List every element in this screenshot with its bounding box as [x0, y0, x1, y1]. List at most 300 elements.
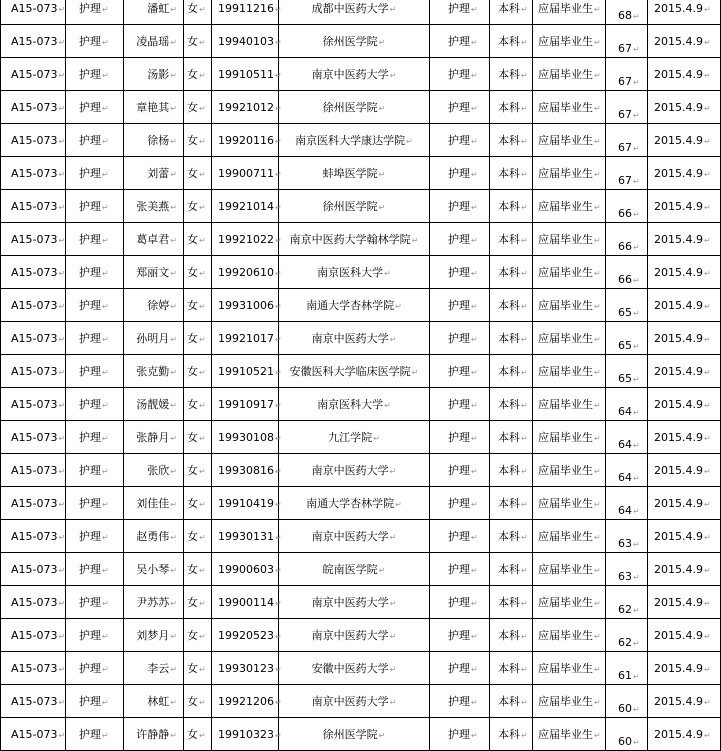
applied-major-text: 护理: [448, 497, 470, 510]
school-text: 徐州医学院: [322, 35, 378, 48]
paragraph-mark-icon: ↵: [58, 631, 66, 641]
applied-major-cell: [430, 520, 490, 553]
score-text: 62: [618, 636, 632, 649]
applied-major-cell: [430, 256, 490, 289]
school-cell: [279, 355, 430, 388]
paragraph-mark-icon: ↵: [102, 533, 109, 542]
name-text: 刘蕾: [147, 167, 170, 180]
name-cell: [124, 718, 184, 751]
degree-text: 本科: [498, 167, 520, 180]
paragraph-mark-icon: ↵: [389, 665, 397, 674]
name-text: 汤影: [147, 68, 170, 81]
type-text: 应届毕业生: [538, 695, 593, 708]
paragraph-mark-icon: ↵: [633, 639, 640, 648]
date-text: 2015.4.9: [654, 463, 703, 477]
birth-text: 19910419: [218, 496, 274, 510]
date-cell: [648, 0, 721, 25]
school-cell: [279, 58, 430, 91]
paragraph-mark-icon: ↵: [275, 202, 282, 212]
paragraph-mark-icon: ↵: [389, 467, 397, 476]
major-cell: [66, 157, 124, 190]
degree-cell: [490, 718, 533, 751]
name-cell: [124, 223, 184, 256]
paragraph-mark-icon: ↵: [594, 599, 601, 608]
paragraph-mark-icon: ↵: [102, 5, 109, 14]
table-row: [1, 0, 721, 25]
school-cell: [279, 256, 430, 289]
birth-text: 19930816: [218, 463, 274, 477]
major-text: 护理: [79, 431, 101, 444]
gender-text: 女: [187, 167, 198, 180]
paragraph-mark-icon: ↵: [275, 664, 282, 674]
birth-text: 19921022: [218, 232, 274, 246]
score-text: 67: [618, 75, 632, 88]
paragraph-mark-icon: ↵: [703, 730, 711, 740]
major-text: 护理: [79, 365, 101, 378]
applied-major-text: 护理: [448, 101, 470, 114]
paragraph-mark-icon: ↵: [58, 4, 66, 14]
applied-major-text: 护理: [448, 728, 470, 741]
paragraph-mark-icon: ↵: [471, 368, 478, 377]
paragraph-mark-icon: ↵: [384, 401, 391, 410]
paragraph-mark-icon: ↵: [471, 5, 478, 14]
name-cell: [124, 124, 184, 157]
date-cell: [648, 190, 721, 223]
paragraph-mark-icon: ↵: [471, 434, 478, 443]
paragraph-mark-icon: ↵: [199, 104, 206, 113]
position-code-cell: [1, 289, 66, 322]
degree-text: 本科: [498, 464, 520, 477]
paragraph-mark-icon: ↵: [471, 137, 478, 146]
score-cell: [606, 355, 648, 388]
position-code-cell: [1, 0, 66, 25]
paragraph-mark-icon: ↵: [102, 71, 109, 80]
school-cell: [279, 25, 430, 58]
degree-text: 本科: [498, 101, 520, 114]
position-code-cell: [1, 454, 66, 487]
major-text: 护理: [79, 200, 101, 213]
major-cell: [66, 454, 124, 487]
paragraph-mark-icon: ↵: [199, 401, 206, 410]
position-code-cell: [1, 388, 66, 421]
paragraph-mark-icon: ↵: [275, 466, 282, 476]
name-text: 郑丽文: [136, 266, 170, 279]
paragraph-mark-icon: ↵: [102, 137, 109, 146]
score-cell: [606, 256, 648, 289]
paragraph-mark-icon: ↵: [471, 566, 478, 575]
major-text: 护理: [79, 2, 101, 15]
candidate-type-cell: [533, 586, 606, 619]
paragraph-mark-icon: ↵: [102, 368, 109, 377]
type-text: 应届毕业生: [538, 728, 593, 741]
paragraph-mark-icon: ↵: [471, 533, 478, 542]
paragraph-mark-icon: ↵: [199, 203, 206, 212]
applied-major-cell: [430, 91, 490, 124]
position-code-cell: [1, 586, 66, 619]
paragraph-mark-icon: ↵: [406, 137, 413, 146]
name-text: 吴小琴: [136, 563, 170, 576]
applied-major-text: 护理: [448, 431, 470, 444]
paragraph-mark-icon: ↵: [58, 268, 66, 278]
name-text: 尹苏苏: [136, 596, 170, 609]
paragraph-mark-icon: ↵: [170, 566, 177, 575]
date-cell: [648, 685, 721, 718]
paragraph-mark-icon: ↵: [275, 169, 282, 179]
school-cell: [279, 91, 430, 124]
name-cell: [124, 58, 184, 91]
position-code-cell: [1, 718, 66, 751]
name-text: 张静月: [136, 431, 170, 444]
score-cell: [606, 124, 648, 157]
birth-date-cell: [212, 58, 282, 91]
name-cell: [124, 487, 184, 520]
paragraph-mark-icon: ↵: [703, 664, 711, 674]
name-text: 张欣: [147, 464, 170, 477]
applied-major-text: 护理: [448, 695, 470, 708]
name-cell: [124, 25, 184, 58]
major-cell: [66, 124, 124, 157]
applied-major-text: 护理: [448, 398, 470, 411]
score-text: 64: [618, 504, 632, 517]
paragraph-mark-icon: ↵: [384, 269, 391, 278]
name-text: 刘佳佳: [136, 497, 170, 510]
paragraph-mark-icon: ↵: [594, 38, 601, 47]
gender-text: 女: [187, 365, 198, 378]
paragraph-mark-icon: ↵: [633, 606, 640, 615]
school-text: 成都中医药大学: [311, 2, 389, 15]
birth-text: 19900114: [218, 595, 274, 609]
paragraph-mark-icon: ↵: [170, 269, 177, 278]
score-cell: [606, 0, 648, 25]
paragraph-mark-icon: ↵: [594, 302, 601, 311]
paragraph-mark-icon: ↵: [275, 532, 282, 542]
gender-text: 女: [187, 398, 198, 411]
paragraph-mark-icon: ↵: [521, 335, 528, 344]
paragraph-mark-icon: ↵: [521, 38, 528, 47]
paragraph-mark-icon: ↵: [170, 5, 177, 14]
school-cell: [279, 454, 430, 487]
score-text: 66: [618, 207, 632, 220]
table-row: [1, 58, 721, 91]
school-cell: [279, 322, 430, 355]
score-cell: [606, 553, 648, 586]
candidate-type-cell: [533, 454, 606, 487]
code-text: A15-073: [11, 166, 58, 180]
paragraph-mark-icon: ↵: [521, 5, 528, 14]
date-cell: [648, 124, 721, 157]
major-cell: [66, 0, 124, 25]
applied-major-cell: [430, 586, 490, 619]
paragraph-mark-icon: ↵: [703, 565, 711, 575]
type-text: 应届毕业生: [538, 299, 593, 312]
birth-text: 19940103: [218, 34, 274, 48]
table-row: [1, 586, 721, 619]
applied-major-cell: [430, 454, 490, 487]
code-text: A15-073: [11, 694, 58, 708]
applied-major-cell: [430, 0, 490, 25]
position-code-cell: [1, 355, 66, 388]
gender-cell: [184, 91, 212, 124]
school-text: 南京中医药大学: [311, 464, 389, 477]
paragraph-mark-icon: ↵: [58, 565, 66, 575]
table-row: [1, 388, 721, 421]
birth-text: 19920116: [218, 133, 274, 147]
degree-text: 本科: [498, 629, 520, 642]
date-text: 2015.4.9: [654, 331, 703, 345]
gender-text: 女: [187, 662, 198, 675]
name-text: 章艳其: [136, 101, 170, 114]
gender-cell: [184, 124, 212, 157]
gender-cell: [184, 355, 212, 388]
score-cell: [606, 520, 648, 553]
degree-cell: [490, 421, 533, 454]
gender-cell: [184, 190, 212, 223]
applied-major-cell: [430, 652, 490, 685]
code-text: A15-073: [11, 331, 58, 345]
major-cell: [66, 355, 124, 388]
major-text: 护理: [79, 167, 101, 180]
paragraph-mark-icon: ↵: [199, 335, 206, 344]
paragraph-mark-icon: ↵: [102, 38, 109, 47]
name-text: 赵勇伟: [136, 530, 170, 543]
name-cell: [124, 91, 184, 124]
type-text: 应届毕业生: [538, 398, 593, 411]
school-cell: [279, 289, 430, 322]
name-cell: [124, 190, 184, 223]
paragraph-mark-icon: ↵: [275, 433, 282, 443]
name-text: 葛卓君: [136, 233, 170, 246]
candidate-type-cell: [533, 289, 606, 322]
paragraph-mark-icon: ↵: [275, 697, 282, 707]
score-text: 67: [618, 42, 632, 55]
birth-text: 19911216: [218, 1, 274, 15]
paragraph-mark-icon: ↵: [594, 566, 601, 575]
candidate-type-cell: [533, 421, 606, 454]
major-text: 护理: [79, 101, 101, 114]
date-text: 2015.4.9: [654, 100, 703, 114]
position-code-cell: [1, 553, 66, 586]
birth-date-cell: [212, 685, 282, 718]
paragraph-mark-icon: ↵: [58, 70, 66, 80]
paragraph-mark-icon: ↵: [633, 375, 640, 384]
paragraph-mark-icon: ↵: [58, 367, 66, 377]
paragraph-mark-icon: ↵: [58, 202, 66, 212]
type-text: 应届毕业生: [538, 68, 593, 81]
candidate-type-cell: [533, 553, 606, 586]
gender-cell: [184, 421, 212, 454]
paragraph-mark-icon: ↵: [199, 500, 206, 509]
score-cell: [606, 421, 648, 454]
date-text: 2015.4.9: [654, 364, 703, 378]
score-cell: [606, 289, 648, 322]
paragraph-mark-icon: ↵: [170, 335, 177, 344]
table-row: [1, 91, 721, 124]
applied-major-cell: [430, 553, 490, 586]
paragraph-mark-icon: ↵: [102, 269, 109, 278]
name-cell: [124, 586, 184, 619]
birth-date-cell: [212, 619, 282, 652]
degree-text: 本科: [498, 728, 520, 741]
birth-text: 19930108: [218, 430, 274, 444]
candidate-type-cell: [533, 487, 606, 520]
major-cell: [66, 685, 124, 718]
type-text: 应届毕业生: [538, 167, 593, 180]
code-text: A15-073: [11, 397, 58, 411]
applied-major-text: 护理: [448, 299, 470, 312]
date-text: 2015.4.9: [654, 628, 703, 642]
paragraph-mark-icon: ↵: [703, 70, 711, 80]
date-cell: [648, 25, 721, 58]
birth-text: 19920523: [218, 628, 274, 642]
paragraph-mark-icon: ↵: [594, 335, 601, 344]
major-text: 护理: [79, 398, 101, 411]
date-text: 2015.4.9: [654, 298, 703, 312]
name-cell: [124, 553, 184, 586]
date-cell: [648, 487, 721, 520]
score-text: 65: [618, 372, 632, 385]
type-text: 应届毕业生: [538, 332, 593, 345]
paragraph-mark-icon: ↵: [102, 302, 109, 311]
candidate-type-cell: [533, 25, 606, 58]
paragraph-mark-icon: ↵: [102, 632, 109, 641]
degree-text: 本科: [498, 200, 520, 213]
school-text: 南京医科大学康达学院: [295, 134, 406, 147]
paragraph-mark-icon: ↵: [521, 467, 528, 476]
birth-date-cell: [212, 223, 282, 256]
paragraph-mark-icon: ↵: [594, 698, 601, 707]
major-cell: [66, 388, 124, 421]
paragraph-mark-icon: ↵: [102, 104, 109, 113]
code-text: A15-073: [11, 661, 58, 675]
candidate-type-cell: [533, 388, 606, 421]
score-text: 64: [618, 405, 632, 418]
score-cell: [606, 25, 648, 58]
paragraph-mark-icon: ↵: [471, 632, 478, 641]
paragraph-mark-icon: ↵: [170, 104, 177, 113]
degree-text: 本科: [498, 332, 520, 345]
paragraph-mark-icon: ↵: [594, 665, 601, 674]
paragraph-mark-icon: ↵: [521, 632, 528, 641]
applied-major-cell: [430, 58, 490, 91]
paragraph-mark-icon: ↵: [102, 401, 109, 410]
code-text: A15-073: [11, 727, 58, 741]
paragraph-mark-icon: ↵: [170, 698, 177, 707]
score-cell: [606, 157, 648, 190]
paragraph-mark-icon: ↵: [594, 269, 601, 278]
degree-cell: [490, 124, 533, 157]
paragraph-mark-icon: ↵: [199, 566, 206, 575]
position-code-cell: [1, 619, 66, 652]
code-text: A15-073: [11, 364, 58, 378]
name-cell: [124, 520, 184, 553]
paragraph-mark-icon: ↵: [389, 599, 397, 608]
major-cell: [66, 421, 124, 454]
paragraph-mark-icon: ↵: [395, 500, 402, 509]
applied-major-cell: [430, 487, 490, 520]
paragraph-mark-icon: ↵: [703, 169, 711, 179]
applied-major-text: 护理: [448, 68, 470, 81]
major-text: 护理: [79, 662, 101, 675]
major-cell: [66, 520, 124, 553]
gender-text: 女: [187, 596, 198, 609]
position-code-cell: [1, 256, 66, 289]
score-text: 64: [618, 471, 632, 484]
paragraph-mark-icon: ↵: [594, 236, 601, 245]
paragraph-mark-icon: ↵: [703, 268, 711, 278]
paragraph-mark-icon: ↵: [521, 71, 528, 80]
major-cell: [66, 553, 124, 586]
paragraph-mark-icon: ↵: [521, 665, 528, 674]
paragraph-mark-icon: ↵: [521, 170, 528, 179]
degree-cell: [490, 553, 533, 586]
code-text: A15-073: [11, 529, 58, 543]
type-text: 应届毕业生: [538, 629, 593, 642]
type-text: 应届毕业生: [538, 134, 593, 147]
name-text: 许静静: [136, 728, 170, 741]
major-text: 护理: [79, 134, 101, 147]
major-cell: [66, 91, 124, 124]
paragraph-mark-icon: ↵: [58, 697, 66, 707]
name-cell: [124, 289, 184, 322]
degree-cell: [490, 157, 533, 190]
code-text: A15-073: [11, 628, 58, 642]
type-text: 应届毕业生: [538, 662, 593, 675]
school-text: 安徽医科大学临床医学院: [289, 365, 411, 378]
birth-date-cell: [212, 718, 282, 751]
paragraph-mark-icon: ↵: [703, 103, 711, 113]
candidate-type-cell: [533, 91, 606, 124]
code-text: A15-073: [11, 562, 58, 576]
paragraph-mark-icon: ↵: [102, 665, 109, 674]
type-text: 应届毕业生: [538, 530, 593, 543]
paragraph-mark-icon: ↵: [633, 144, 640, 153]
name-cell: [124, 652, 184, 685]
paragraph-mark-icon: ↵: [521, 401, 528, 410]
paragraph-mark-icon: ↵: [199, 170, 206, 179]
paragraph-mark-icon: ↵: [633, 441, 640, 450]
paragraph-mark-icon: ↵: [471, 203, 478, 212]
paragraph-mark-icon: ↵: [411, 236, 419, 245]
degree-cell: [490, 685, 533, 718]
applied-major-text: 护理: [448, 134, 470, 147]
date-text: 2015.4.9: [654, 727, 703, 741]
position-code-cell: [1, 58, 66, 91]
paragraph-mark-icon: ↵: [58, 532, 66, 542]
major-text: 护理: [79, 629, 101, 642]
paragraph-mark-icon: ↵: [102, 566, 109, 575]
type-text: 应届毕业生: [538, 266, 593, 279]
major-text: 护理: [79, 35, 101, 48]
score-text: 61: [618, 669, 632, 682]
gender-text: 女: [187, 629, 198, 642]
paragraph-mark-icon: ↵: [199, 269, 206, 278]
applied-major-cell: [430, 421, 490, 454]
date-cell: [648, 619, 721, 652]
table-row: [1, 652, 721, 685]
birth-text: 19910917: [218, 397, 274, 411]
position-code-cell: [1, 190, 66, 223]
paragraph-mark-icon: ↵: [275, 400, 282, 410]
score-text: 67: [618, 108, 632, 121]
degree-cell: [490, 223, 533, 256]
applied-major-cell: [430, 685, 490, 718]
name-cell: [124, 322, 184, 355]
school-cell: [279, 586, 430, 619]
score-cell: [606, 190, 648, 223]
code-text: A15-073: [11, 133, 58, 147]
date-cell: [648, 652, 721, 685]
paragraph-mark-icon: ↵: [703, 499, 711, 509]
